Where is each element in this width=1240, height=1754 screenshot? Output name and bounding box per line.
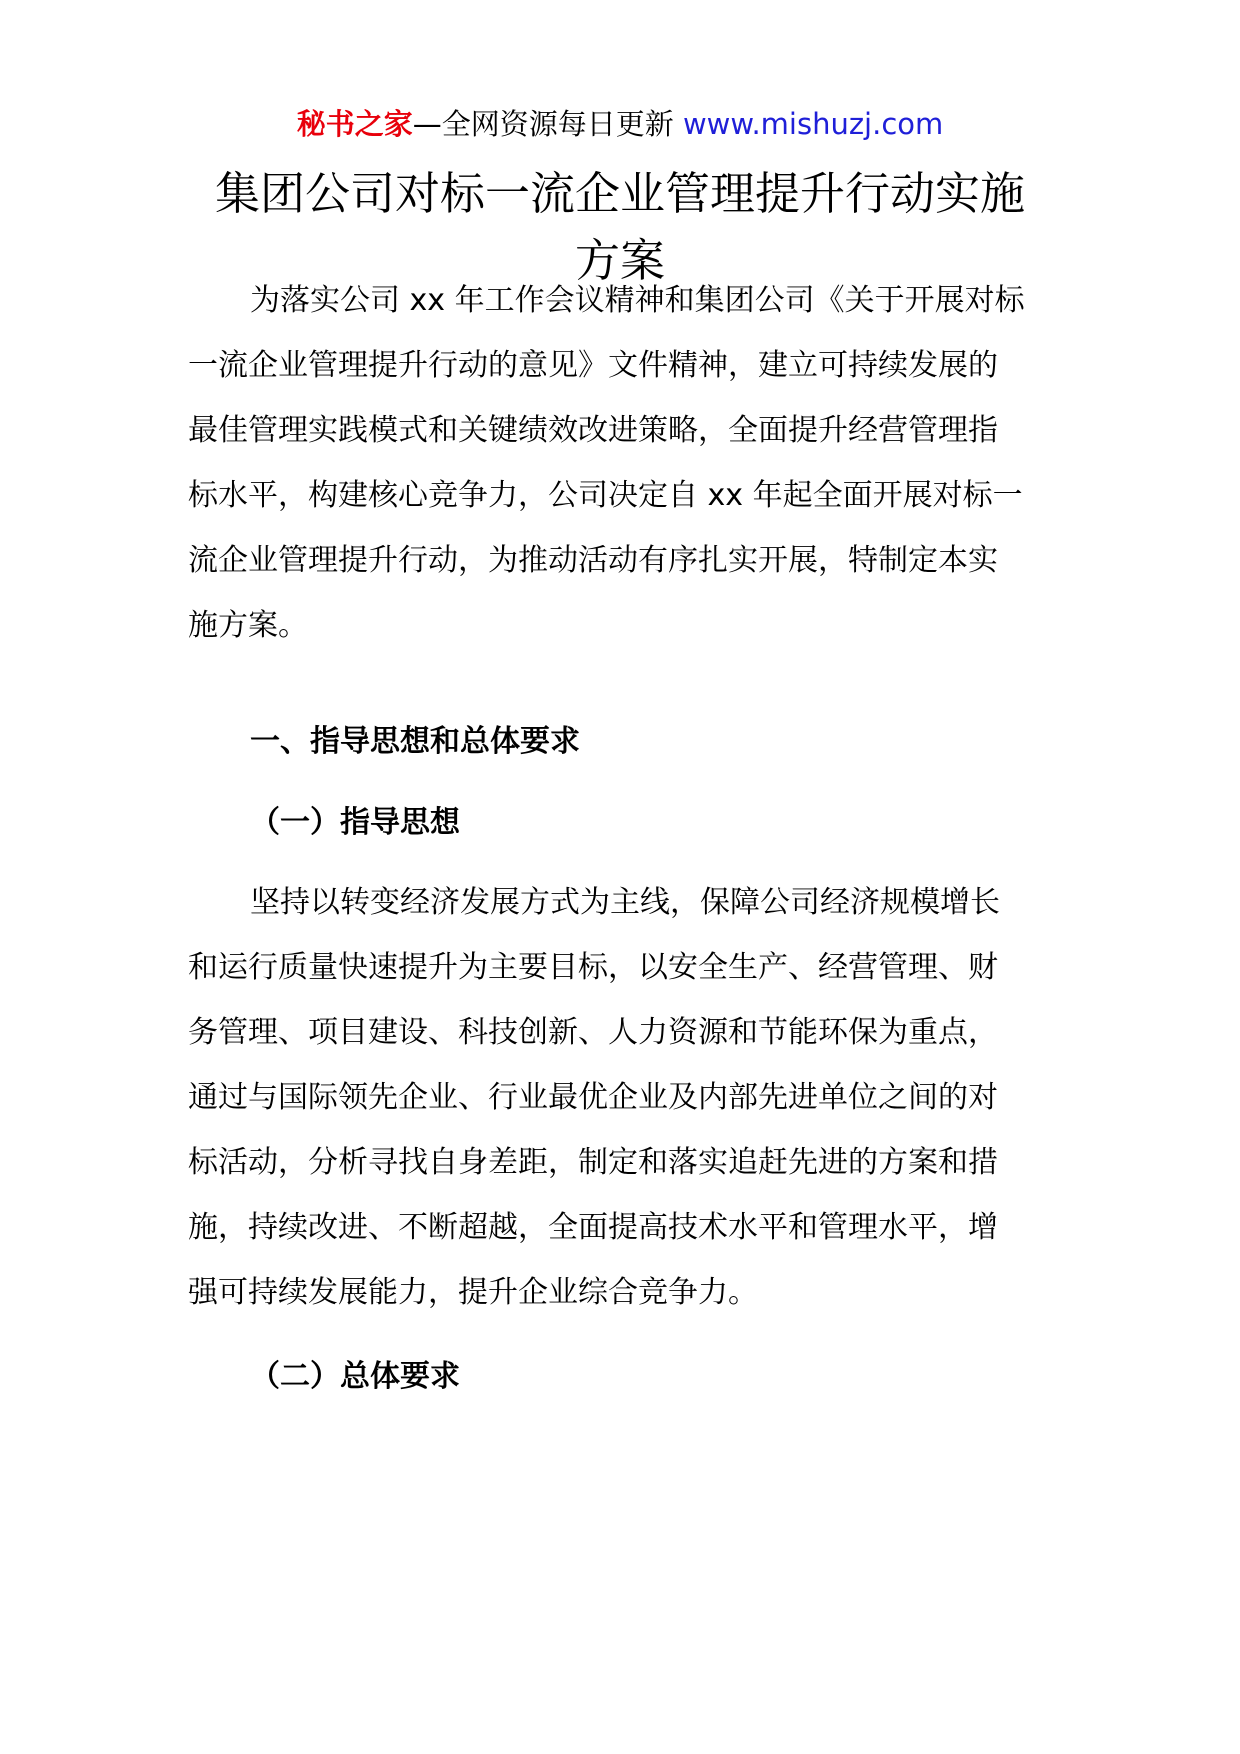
paragraph-line: 为落实公司 xx 年工作会议精神和集团公司《关于开展对标 [250, 283, 1025, 318]
paragraph-line: 施方案。 [188, 608, 308, 643]
paragraph-line: 通过与国际领先企业、行业最优企业及内部先进单位之间的对 [188, 1080, 998, 1115]
paragraph-line: 施，持续改进、不断超越，全面提高技术水平和管理水平，增 [188, 1210, 998, 1245]
paragraph-line: 流企业管理提升行动，为推动活动有序扎实开展，特制定本实 [188, 543, 998, 578]
paragraph-line: 标活动，分析寻找自身差距，制定和落实追赶先进的方案和措 [188, 1145, 998, 1180]
site-brand: 秘书之家 [296, 107, 413, 141]
subsection-heading: （一）指导思想 [250, 805, 460, 840]
paragraph-line: 强可持续发展能力，提升企业综合竞争力。 [188, 1275, 758, 1310]
intro-paragraph [188, 268, 1058, 658]
section-heading: 一、指导思想和总体要求 [250, 724, 580, 759]
subsection-heading: （二）总体要求 [250, 1359, 460, 1394]
paragraph-line: 标水平，构建核心竞争力，公司决定自 xx 年起全面开展对标一 [188, 478, 1023, 513]
title-line: 集团公司对标一流企业管理提升行动实施 [214, 167, 1025, 220]
paragraph-line: 一流企业管理提升行动的意见》文件精神，建立可持续发展的 [188, 348, 998, 383]
guiding-paragraph [188, 870, 1058, 1325]
paragraph-line: 务管理、项目建设、科技创新、人力资源和节能环保为重点， [188, 1015, 998, 1050]
site-url[interactable]: www.mishuzj.com [682, 107, 944, 141]
site-slogan: —全网资源每日更新 [412, 107, 683, 141]
paragraph-line: 和运行质量快速提升为主要目标，以安全生产、经营管理、财 [188, 950, 998, 985]
paragraph-line: 坚持以转变经济发展方式为主线，保障公司经济规模增长 [250, 885, 1000, 920]
paragraph-line: 最佳管理实践模式和关键绩效改进策略，全面提升经营管理指 [188, 413, 998, 448]
title-line: 方案 [574, 234, 665, 287]
site-header [0, 104, 1240, 144]
